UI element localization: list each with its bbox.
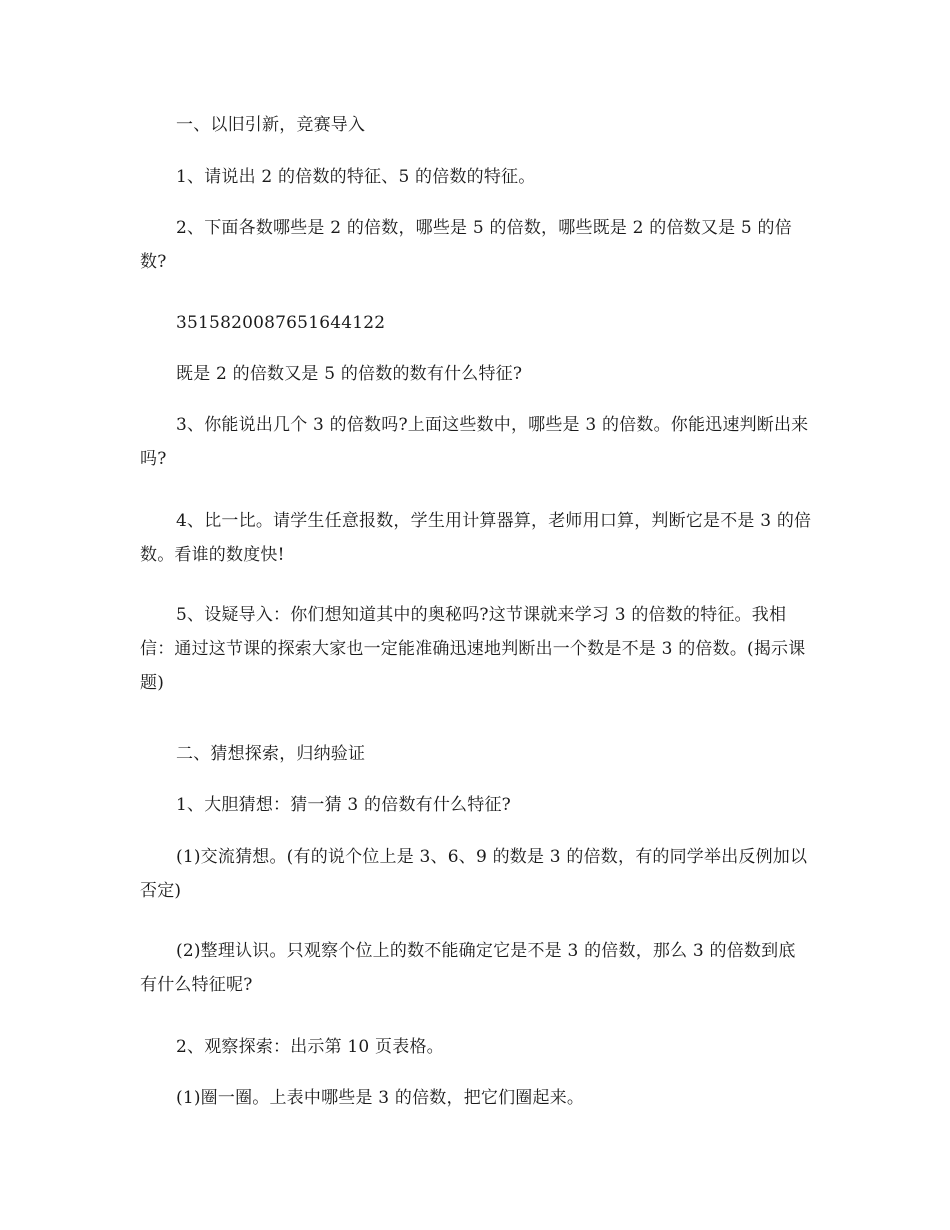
number-sequence: 3515820087651644122 [176, 313, 386, 333]
paragraph: 2、观察探索：出示第 10 页表格。 [176, 1037, 444, 1057]
paragraph: 1、大胆猜想：猜一猜 3 的倍数有什么特征? [176, 795, 511, 815]
paragraph: 1、请说出 2 的倍数的特征、5 的倍数的特征。 [176, 167, 536, 187]
paragraph: (1)交流猜想。(有的说个位上是 3、6、9 的数是 3 的倍数，有的同学举出反例加以否定) [140, 847, 808, 901]
paragraph: 5、设疑导入：你们想知道其中的奥秘吗?这节课就来学习 3 的倍数的特征。我相信：通过这节课的探索大家也一定能准确迅速地判断出一个数是不是 3 的倍数。(揭示课题) [140, 605, 806, 693]
section-heading-2: 二、猜想探索，归纳验证 [176, 744, 366, 764]
paragraph: (1)圈一圈。上表中哪些是 3 的倍数，把它们圈起来。 [176, 1088, 585, 1108]
section-heading-1: 一、以旧引新，竞赛导入 [176, 115, 366, 135]
paragraph: 既是 2 的倍数又是 5 的倍数的数有什么特征? [176, 364, 523, 384]
paragraph: 4、比一比。请学生任意报数，学生用计算器算，老师用口算，判断它是不是 3 的倍数。看谁的数度快! [140, 511, 812, 565]
paragraph: 3、你能说出几个 3 的倍数吗?上面这些数中，哪些是 3 的倍数。你能迅速判断出来吗? [140, 415, 809, 469]
paragraph: 2、下面各数哪些是 2 的倍数，哪些是 5 的倍数，哪些既是 2 的倍数又是 5 的倍数? [140, 218, 792, 272]
paragraph: (2)整理认识。只观察个位上的数不能确定它是不是 3 的倍数，那么 3 的倍数到底有什么特征呢? [140, 941, 796, 995]
